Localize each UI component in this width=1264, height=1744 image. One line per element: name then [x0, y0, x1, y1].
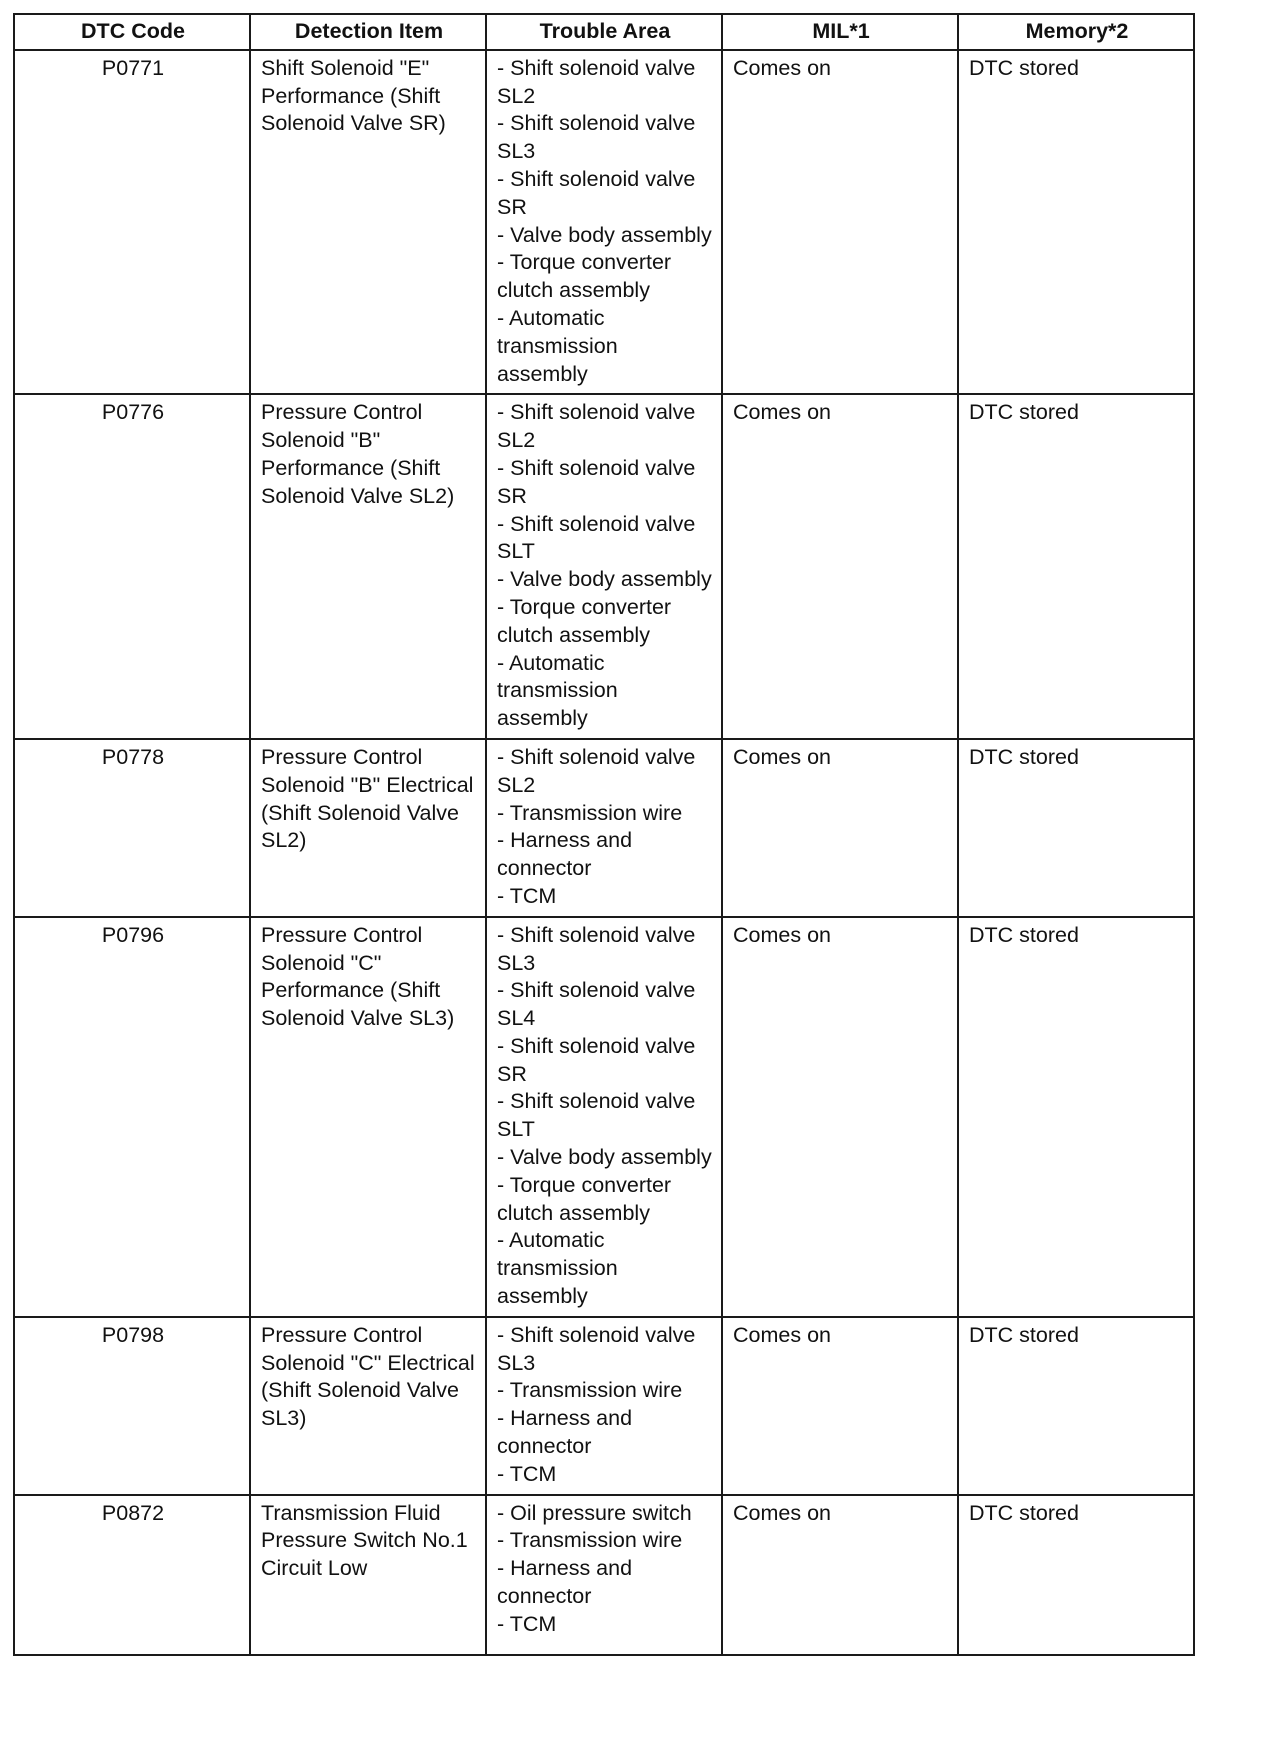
trouble-area-item: - Harness and connector — [497, 1406, 633, 1459]
table-row — [14, 1317, 1194, 1495]
trouble-area-cell — [486, 394, 722, 739]
memory-cell: DTC stored — [958, 1495, 1194, 1655]
dtc-code-cell: P0798 — [14, 1317, 250, 1495]
trouble-area-item: - Shift solenoid valve SR — [497, 455, 696, 508]
trouble-area-item: - Shift solenoid valve SR — [497, 1033, 696, 1086]
trouble-area-item: - Valve body assembly — [497, 222, 712, 247]
trouble-area-item: - Shift solenoid valve SL2 — [497, 55, 696, 108]
trouble-area-item: - TCM — [497, 1461, 557, 1486]
trouble-area-item: - Shift solenoid valve SL2 — [497, 744, 696, 797]
trouble-area-item: - Shift solenoid valve SL3 — [497, 111, 696, 164]
mil-cell: Comes on — [722, 739, 958, 917]
trouble-area-item: - Valve body assembly — [497, 567, 712, 592]
header-mil: MIL*1 — [722, 14, 958, 50]
mil-cell: Comes on — [722, 1495, 958, 1655]
mil-cell: Comes on — [722, 917, 958, 1317]
dtc-code-cell: P0776 — [14, 394, 250, 739]
detection-item-cell: Transmission Fluid Pressure Switch No.1 Circuit Low — [250, 1495, 486, 1655]
trouble-area-item: - Shift solenoid valve SL2 — [497, 400, 696, 453]
trouble-area-item: - Shift solenoid valve SL3 — [497, 1322, 696, 1375]
mil-cell: Comes on — [722, 50, 958, 395]
header-trouble-area: Trouble Area — [486, 14, 722, 50]
header-memory: Memory*2 — [958, 14, 1194, 50]
trouble-area-item: - Oil pressure switch — [497, 1500, 692, 1525]
trouble-area-item: - Valve body assembly — [497, 1145, 712, 1170]
detection-item-cell: Pressure Control Solenoid "B" Performance (Shift Solenoid Valve SL2) — [250, 394, 486, 739]
dtc-table — [13, 13, 1195, 1656]
trouble-area-item: - Shift solenoid valve SLT — [497, 511, 696, 564]
trouble-area-item: - Shift solenoid valve SL3 — [497, 922, 696, 975]
detection-item-cell: Pressure Control Solenoid "C" Electrical (Shift Solenoid Valve SL3) — [250, 1317, 486, 1495]
trouble-area-item: - Torque converter clutch assembly — [497, 594, 672, 647]
dtc-code-cell: P0778 — [14, 739, 250, 917]
table-row — [14, 394, 1194, 739]
trouble-area-item: - Torque converter clutch assembly — [497, 250, 672, 303]
trouble-area-item: - Shift solenoid valve SLT — [497, 1089, 696, 1142]
table-row — [14, 739, 1194, 917]
trouble-area-item: - TCM — [497, 1611, 557, 1636]
trouble-area-item: - Transmission wire — [497, 1528, 683, 1553]
trouble-area-cell — [486, 50, 722, 395]
memory-cell: DTC stored — [958, 50, 1194, 395]
trouble-area-item: - Automatic transmission assembly — [497, 1228, 618, 1309]
trouble-area-item: - Transmission wire — [497, 1378, 683, 1403]
trouble-area-item: - Shift solenoid valve SL4 — [497, 978, 696, 1031]
trouble-area-item: - Harness and connector — [497, 828, 633, 881]
dtc-code-cell: P0872 — [14, 1495, 250, 1655]
memory-cell: DTC stored — [958, 394, 1194, 739]
table-row — [14, 50, 1194, 395]
trouble-area-item: - Transmission wire — [497, 800, 683, 825]
trouble-area-cell — [486, 1495, 722, 1655]
dtc-code-cell: P0796 — [14, 917, 250, 1317]
trouble-area-item: - TCM — [497, 883, 557, 908]
detection-item-cell: Shift Solenoid "E" Performance (Shift Solenoid Valve SR) — [250, 50, 486, 395]
dtc-code-cell: P0771 — [14, 50, 250, 395]
trouble-area-item: - Torque converter clutch assembly — [497, 1172, 672, 1225]
trouble-area-cell — [486, 1317, 722, 1495]
trouble-area-item: - Automatic transmission assembly — [497, 305, 618, 386]
mil-cell: Comes on — [722, 394, 958, 739]
trouble-area-item: - Shift solenoid valve SR — [497, 166, 696, 219]
trouble-area-item: - Automatic transmission assembly — [497, 650, 618, 731]
memory-cell: DTC stored — [958, 917, 1194, 1317]
memory-cell: DTC stored — [958, 739, 1194, 917]
trouble-area-item: - Harness and connector — [497, 1556, 633, 1609]
mil-cell: Comes on — [722, 1317, 958, 1495]
detection-item-cell: Pressure Control Solenoid "C" Performance (Shift Solenoid Valve SL3) — [250, 917, 486, 1317]
table-row — [14, 917, 1194, 1317]
trouble-area-cell — [486, 739, 722, 917]
table-row — [14, 1495, 1194, 1655]
header-row — [14, 14, 1194, 50]
header-dtc-code: DTC Code — [14, 14, 250, 50]
header-detection-item: Detection Item — [250, 14, 486, 50]
memory-cell: DTC stored — [958, 1317, 1194, 1495]
trouble-area-cell — [486, 917, 722, 1317]
detection-item-cell: Pressure Control Solenoid "B" Electrical (Shift Solenoid Valve SL2) — [250, 739, 486, 917]
